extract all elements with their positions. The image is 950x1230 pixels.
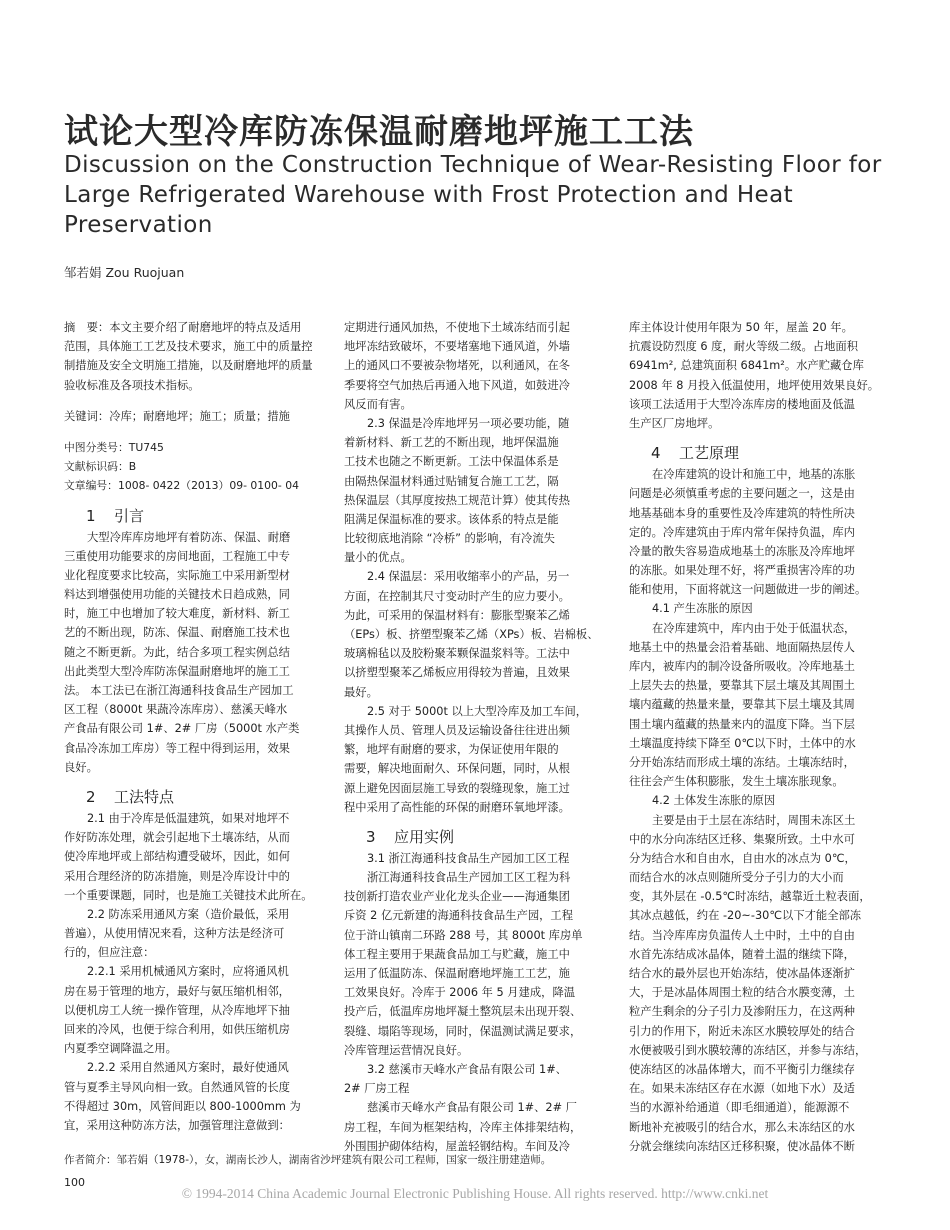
title-chinese: 试论大型冷库防冻保温耐磨地坪施工工法 (64, 112, 694, 152)
text-line: 冷库管理运营情况良好。 (344, 1043, 469, 1057)
text-line: 制措施及安全文明施工措施，以及耐磨地坪的质量 (64, 359, 313, 373)
text-line: 食品冷冻加工库房）等工程中得到运用，效果 (64, 741, 290, 755)
text-line: 浙江海通科技食品生产园加工区工程为科 (367, 871, 571, 885)
section-2-continued (344, 318, 607, 817)
page-number: 100 (64, 1176, 85, 1189)
text-line: 大，于是冰晶体周围土粒的结合水膜变薄，土 (629, 986, 855, 1000)
text-line: 运用了低温防冻、保温耐磨地坪施工工艺，施 (344, 967, 570, 980)
section-1-body (64, 528, 320, 777)
text-line: 定期进行通风加热，不使地下土域冻结而引起 (344, 321, 570, 334)
section-3-continued (629, 318, 887, 433)
text-line: 问题是必须慎重考虑的主要问题之一，这是由 (629, 487, 855, 501)
text-line: 其冰点越低，约在 -20~-30℃以下才能全部冻 (629, 909, 862, 923)
text-line: 当的水源补给通道（即毛细通道），能源源不 (629, 1101, 850, 1115)
text-line: 分开始冻结而形成土壤的冻结。土壤冻结时， (629, 755, 855, 769)
text-line: 分就会继续向冻结区迁移积聚，使冰晶体不断 (629, 1139, 855, 1153)
author-line: 邹若娟 Zou Ruojuan (64, 265, 185, 280)
title-english: Discussion on the Construction Technique of Wear-Resisting Floor for Large Refrigerated Warehouse with Frost Protection and Heat Preservation (64, 152, 882, 238)
text-line: 需要，解决地面耐久、环保问题，同时，从根 (344, 762, 570, 776)
text-line: 断地补充被吸引的结合水，那么未冻结区的水 (629, 1120, 855, 1134)
text-line: 该项工法适用于大型冷冻库房的楼地面及低温 (629, 397, 855, 411)
section-3-body (344, 849, 607, 1156)
text-line: 房在易于管理的地方，最好与氨压缩机相邻， (64, 984, 290, 998)
text-line: 范围，具体施工工艺及技术要求，施工中的质量控 (64, 340, 313, 354)
text-line: 变，其外层在 -0.5℃时冻结，越靠近土粒表面， (629, 890, 871, 904)
text-line: 最好。 (344, 685, 378, 699)
text-line: 区工程（8000t 果蔬冷冻库房）、慈溪天峰水 (64, 703, 288, 717)
text-line: 主要是由于土层在冻结时，周围未冻区土 (652, 813, 856, 827)
text-line: 不得超过 30m，风管间距以 800-1000mm 为 (64, 1099, 301, 1113)
text-line: 位于浒山镇南二环路 288 号，其 8000t 库房单 (344, 928, 583, 942)
text-line: 一个重要课题，同时，也是施工关键技术此所在。 (64, 888, 313, 902)
article-number: 文章编号：1008- 0422（2013）09- 0100- 04 (64, 479, 299, 493)
keywords: 关键词：冷库；耐磨地坪；施工；质量；措施 (64, 409, 290, 423)
text-line: 2.4 保温层：采用收缩率小的产品，另一 (367, 570, 570, 584)
text-line: 艺的不断出现，防冻、保温、耐磨施工技术也 (64, 626, 290, 640)
text-line: 定的。冷库建筑由于库内常年保持负温，库内 (629, 525, 855, 539)
text-line: 料达到增强使用功能的关键技术日趋成熟，同 (64, 588, 290, 602)
text-line: 验收标准及各项技术指标。 (64, 378, 200, 392)
copyright-notice: © 1994-2014 China Academic Journal Electronic Publishing House. All rights reserved. http://www.cnki.net (181, 1186, 769, 1201)
text-line: 的冻胀。如果处理不好，将严重损害冷库的功 (629, 564, 855, 578)
text-line: 水便被吸引到水膜较薄的冻结区，并参与冻结， (629, 1043, 867, 1057)
text-line: 玻璃棉毡以及胶粉聚苯颗保温浆料等。工法中 (344, 647, 570, 661)
author-footnote: 作者简介：邹若娟（1978-），女，湖南长沙人，湖南省沙坪建筑有限公司工程师，国家一级注册建造师。 (64, 1154, 552, 1166)
text-line: 量小的优点。 (344, 551, 412, 565)
text-line: 水首先冻结成冰晶体，随着土温的继续下降， (629, 947, 855, 961)
column-3 (629, 318, 887, 1156)
text-line: 源上避免因面层施工导致的裂缝现象，施工过 (344, 781, 570, 795)
text-line: 2.2.2 采用自然通风方案时，最好使通风 (87, 1061, 289, 1075)
text-line: 库内，被库内的制冷设备所吸收。冷库地基土 (629, 660, 855, 673)
text-line: 2.2 防冻采用通风方案（造价最低，采用 (87, 907, 290, 921)
text-line: 3.1 浙江海通科技食品生产园加工区工程 (367, 851, 570, 865)
text-line: 热保温层（其厚度按热工规范计算）使其传热 (344, 493, 570, 507)
text-line: 在冷库建筑的设计和施工中，地基的冻胀 (652, 468, 856, 482)
text-line: 3.2 慈溪市天峰水产食品有限公司 1#、 (367, 1062, 567, 1076)
text-line: 体工程主要用于果蔬食品加工与贮藏，施工中 (344, 947, 570, 961)
text-line: 地基土中的热量会沿着基础、地面隔热层传人 (629, 640, 855, 654)
text-line: 2# 厂房工程 (344, 1082, 410, 1096)
text-line: 随之不断更新。为此，结合多项工程实例总结 (64, 645, 290, 659)
text-line: 管与夏季主导风向相一致。自然通风管的长度 (64, 1080, 290, 1094)
section-1-heading: 1 引言 (86, 506, 145, 525)
text-line: 2.5 对于 5000t 以上大型冷库及加工车间， (367, 704, 588, 718)
text-line: 4.1 产生冻胀的原因 (652, 602, 753, 616)
text-line: 出此类型大型冷库防冻保温耐磨地坪的施工工 (64, 664, 290, 678)
text-line: 4.2 土体发生冻胀的原因 (652, 794, 776, 808)
text-line: 2.2.1 采用机械通风方案时，应将通风机 (87, 965, 289, 979)
document-code: 文献标识码：B (64, 460, 137, 474)
text-line: 中的水分向冻结区迁移、集聚所致。土中水可 (629, 832, 855, 846)
text-line: 分为结合水和自由水，自由水的冰点为 0℃， (629, 851, 856, 865)
text-line: 程中采用了高性能的环保的耐磨环氧地坪漆。 (344, 800, 570, 814)
section-4-heading: 4 工艺原理 (651, 444, 740, 463)
text-line: 2.1 由于冷库是低温建筑，如果对地坪不 (87, 811, 290, 825)
text-line: 地基基础本身的重要性及冷库建筑的特性所决 (629, 506, 855, 520)
text-line: 为此，可采用的保温材料有：膨胀型聚苯乙烯 (344, 608, 570, 622)
text-line: 内夏季空调降温之用。 (64, 1042, 177, 1056)
text-line: 大型冷库库房地坪有着防冻、保温、耐磨 (87, 530, 291, 544)
text-line: 三重使用功能要求的房间地面，工程施工中专 (64, 549, 290, 563)
text-line: 库主体设计使用年限为 50 年，屋盖 20 年。 (629, 321, 853, 334)
text-line: 结。当冷库库房负温传人土中时，土中的自由 (629, 928, 855, 942)
text-line: 在。如果未冻结区存在水源（如地下水）及适 (629, 1082, 855, 1096)
text-line: 以便机房工人统一操作管理，从冷库地坪下抽 (64, 1003, 290, 1017)
text-line: 围土壤内蕴藏的热量来内的温度下降。当下层 (629, 717, 855, 731)
column-2 (344, 318, 607, 1156)
text-line: 繁，地坪有耐磨的要求，为保证使用年限的 (344, 743, 559, 757)
text-line: 业化程度要求比较高，实际施工中采用新型材 (64, 568, 290, 582)
text-line: 产食品有限公司 1#、2# 厂房（5000t 水产类 (64, 722, 300, 736)
text-line: 由隔热保温材料通过贴铺复合施工工艺，隔 (344, 474, 559, 488)
text-line: 方面，在控制其尺寸变动时产生的应力要小。 (344, 589, 570, 603)
section-4-body (629, 465, 887, 1156)
text-line: 工效果良好。冷库于 2006 年 5 月建成，降温 (344, 986, 576, 1000)
text-line: 土壤温度持续下降至 0℃以下时，土体中的水 (629, 736, 856, 750)
text-line: 回来的冷风，也便于综合利用，如供压缩机房 (64, 1023, 290, 1036)
text-line: 行的，但应注意： (64, 946, 155, 960)
text-line: 风反而有害。 (344, 397, 412, 411)
text-line: 抗震设防烈度 6 度，耐火等级二级。占地面积 (629, 340, 859, 354)
text-line: 作好防冻处理，就会引起地下土壤冻结，从而 (64, 831, 290, 845)
text-line: 结合水的最外层也开始冻结，使冰晶体逐渐扩 (629, 967, 855, 980)
text-line: 外围围护砌体结构，屋盖轻钢结构。车间及冷 (344, 1139, 570, 1153)
text-line: 往往会产生体积膨胀，发生土壤冻胀现象。 (629, 775, 844, 789)
text-line: 斥资 2 亿元新建的海通科技食品生产园，工程 (344, 909, 574, 923)
text-line: 而结合水的冰点则随所受分子引力的大小而 (629, 871, 844, 885)
section-2-heading: 2 工法特点 (86, 787, 175, 806)
text-line: 时，施工中也增加了较大难度，新材料、新工 (64, 607, 290, 621)
section-3-heading: 3 应用实例 (366, 827, 455, 846)
text-line: 能和使用，下面将就这一问题做进一步的阐述。 (629, 583, 867, 597)
text-line: 摘 要：本文主要介绍了耐磨地坪的特点及适用 (64, 321, 302, 334)
text-line: 粒产生剩余的分子引力及渗附压力，在这两种 (629, 1005, 855, 1019)
section-2-body (64, 809, 320, 1135)
text-line: 良好。 (64, 760, 98, 774)
text-line: 2.3 保温是冷库地坪另一项必要功能，随 (367, 416, 570, 430)
text-line: 裂缝、塌陷等现场，同时，保温测试满足要求， (344, 1024, 582, 1038)
text-line: 引力的作用下，附近未冻区水膜较厚处的结合 (629, 1024, 855, 1038)
text-line: 2008 年 8 月投入低温使用，地坪使用效果良好。 (629, 378, 880, 392)
text-line: 房工程，车间为框架结构，冷库主体排架结构， (344, 1120, 582, 1134)
text-line: 法。 本工法已在浙江海通科技食品生产园加工 (64, 684, 294, 697)
text-line: 生产区厂房地坪。 (629, 416, 720, 430)
text-line: 技创新打造农业产业化龙头企业——海通集团 (344, 890, 570, 904)
text-line: 季要将空气加热后再通入地下风道，如鼓进冷 (344, 378, 570, 392)
text-line: 阻满足保温标准的要求。该体系的特点是能 (344, 512, 559, 526)
abstract (64, 318, 320, 395)
text-line: 普遍），从使用情况来看，这种方法是经济可 (64, 927, 285, 941)
text-line: 比较彻底地消除 “冷桥” 的影响，有冷流失 (344, 532, 555, 546)
text-line: 6941m², 总建筑面积 6841m²。水产贮藏仓库 (629, 359, 864, 373)
text-line: 使冷库地坪或上部结构遭受破坏，因此，如何 (64, 850, 290, 864)
text-line: 其操作人员、管理人员及运输设备往往进出频 (344, 723, 570, 737)
text-line: 工技术也随之不断更新。工法中保温体系是 (344, 455, 559, 469)
text-line: 在冷库建筑中，库内由于处于低温状态， (652, 621, 856, 635)
text-line: 慈溪市天峰水产食品有限公司 1#、2# 厂 (367, 1101, 577, 1115)
text-line: （EPs）板、挤塑型聚苯乙烯（XPs）板、岩棉板、 (344, 628, 599, 641)
text-line: 地坪冻结致破坏，不要堵塞地下通风道，外墙 (344, 340, 570, 354)
text-line: 上的通风口不要被杂物堵死，以利通风，在冬 (344, 359, 570, 373)
text-line: 冷量的散失容易造成地基土的冻胀及冷库地坪 (629, 544, 855, 558)
text-line: 投产后，低温库房地坪凝土整筑层未出现开裂、 (344, 1005, 582, 1019)
text-line: 宜，采用这种防冻方法，加强管理注意做到： (64, 1118, 290, 1132)
column-1 (64, 318, 320, 1135)
text-line: 以挤塑型聚苯乙烯板应用得较为普遍，且效果 (344, 666, 570, 680)
classification-number: 中图分类号：TU745 (64, 440, 164, 454)
text-line: 着新材料、新工艺的不断出现，地坪保温施 (344, 436, 559, 450)
text-line: 采用合理经济的防冻措施，则是冷库设计中的 (64, 869, 290, 883)
text-line: 使冻结区的冰晶体增大，而不平衡引力继续存 (629, 1062, 855, 1076)
text-line: 上层失去的热量，要靠其下层土壤及其周围土 (629, 679, 855, 693)
text-line: 壤内蕴藏的热量来量，要靠其下层土壤及其周 (629, 698, 855, 712)
